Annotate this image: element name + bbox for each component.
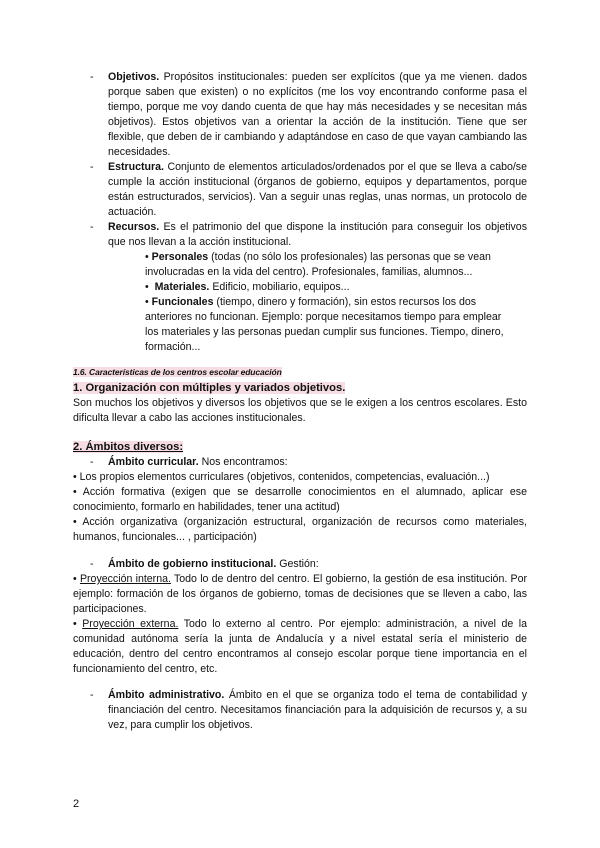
curricular-bullet: • Acción organizativa (organización estructural, organización de recursos como materiales, humanos, funcionales... , participación)	[73, 516, 527, 543]
dash-marker: -	[90, 456, 94, 468]
ambito-curricular-block	[0, 455, 600, 545]
proyeccion-externa	[0, 617, 600, 677]
bullet: •	[145, 296, 152, 308]
section-organizacion	[73, 381, 527, 426]
bullet: •	[73, 573, 80, 585]
bullet: •	[145, 251, 152, 263]
list-item-ambito-gobierno	[0, 557, 600, 572]
term-ambito-gobierno: Ámbito de gobierno institucional.	[108, 558, 277, 570]
curricular-bullet: • Acción formativa (exigen que se desarrolle conocimientos en el alumnado, aplicar ese conocimiento, formarlo en habilidades, tener una actitud)	[73, 486, 527, 513]
text-ambito-curricular: Nos encontramos:	[198, 456, 288, 468]
sub-item-materiales	[0, 280, 600, 295]
dash-marker: -	[90, 689, 94, 701]
term-estructura: Estructura.	[108, 161, 164, 173]
list-item-recursos	[0, 220, 600, 250]
ambito-admin-block	[0, 688, 600, 733]
term-materiales: Materiales.	[154, 281, 210, 293]
heading-ambitos: 2. Ámbitos diversos:	[73, 441, 184, 453]
ambito-gobierno-block	[0, 557, 600, 677]
text-objetivos: Propósitos institucionales: pueden ser explícitos (que ya me vienen. dados porque saben que existen) o no explícitos (me los voy encontrando conforme pasa el tiempo, porque me voy dando cuenta de que hay más necesidades y se necesitan más objetivos). Estos objetivos van a orientar la acción de la institución. Tiene que ser flexible, que deben de ir cambiando y adaptándose en caso de que vayan cambiando las necesidades.	[108, 71, 527, 158]
text-proyeccion-interna: Todo lo de dentro del centro. El gobierno, la gestión de esa institución. Por ejemplo: formación de los órganos de gobierno, tomas de decisiones que se lleven a cabo, las participaciones.	[73, 573, 528, 615]
recursos-list	[0, 70, 600, 355]
text-estructura: Conjunto de elementos articulados/ordenados por el que se lleva a cabo/se cumple la acción institucional (órganos de gobierno, equipos y departamentos, porque están estructurados, servicios). Van a seguir unas reglas, unas normas, un protocolo de actuación.	[108, 161, 527, 218]
bullet: •	[73, 618, 83, 630]
text-ambito-administrativo: Ámbito en el que se organiza todo el tema de contabilidad y financiación del centro. Necesitamos financiación para la adquisición de recursos y, a su vez, para cumplir los objetivos.	[108, 689, 528, 731]
term-personales: Personales	[151, 251, 209, 263]
text-funcionales: (tiempo, dinero y formación), sin estos recursos los dos anteriores no funcionan. Ejemplo: porque necesitamos tiempo para emplear los materiales y las personas puedan cumplir sus funciones. Tiempo, dinero, formación...	[145, 296, 504, 353]
text-proyeccion-externa: Todo lo externo al centro. Por ejemplo: administración, a nivel de la comunidad autónoma sería la junta de Andalucía y a nivel estatal sería el ministerio de educación, dentro del centro encontramos al consejo escolar porque tiene importancia en el funcionamiento del centro, etc.	[73, 618, 527, 675]
list-item-ambito-curricular	[0, 455, 600, 470]
dash-marker: -	[90, 71, 94, 83]
sub-item-personales	[0, 250, 600, 280]
term-recursos: Recursos.	[108, 221, 160, 233]
dash-marker: -	[90, 221, 94, 233]
text-ambito-gobierno: Gestión:	[276, 558, 319, 570]
term-ambito-administrativo: Ámbito administrativo.	[108, 689, 225, 701]
text-materiales: Edificio, mobiliario, equipos...	[209, 281, 350, 293]
label-proyeccion-interna: Proyección interna.	[79, 573, 171, 585]
proyeccion-interna	[0, 572, 600, 617]
curricular-bullet: • Los propios elementos curriculares (objetivos, contenidos, competencias, evaluación...)	[73, 471, 490, 483]
list-item-objetivos	[0, 70, 600, 160]
term-objetivos: Objetivos.	[108, 71, 160, 83]
section-title: 1.6. Características de los centros escolar educación	[73, 367, 282, 377]
page-number: 2	[73, 798, 80, 810]
dash-marker: -	[90, 558, 94, 570]
paragraph-organizacion: Son muchos los objetivos y diversos los objetivos que se le exigen a los centros escolares. Esto dificulta llevar a cabo las acciones institucionales.	[73, 397, 527, 424]
list-item-ambito-administrativo	[0, 688, 600, 733]
term-funcionales: Funcionales	[151, 296, 214, 308]
term-ambito-curricular: Ámbito curricular.	[108, 456, 199, 468]
dash-marker: -	[90, 161, 94, 173]
list-item-estructura	[0, 160, 600, 220]
bullet: •	[145, 281, 155, 293]
text-recursos: Es el patrimonio del que dispone la institución para conseguir los objetivos que nos llevan a la acción institucional.	[108, 221, 527, 248]
sub-item-funcionales	[0, 295, 600, 355]
label-proyeccion-externa: Proyección externa.	[82, 618, 179, 630]
heading-organizacion: 1. Organización con múltiples y variados objetivos.	[73, 382, 346, 394]
text-personales: (todas (no sólo los profesionales) las personas que se vean involucradas en la vida del centro). Profesionales, familias, alumnos...	[145, 251, 491, 278]
